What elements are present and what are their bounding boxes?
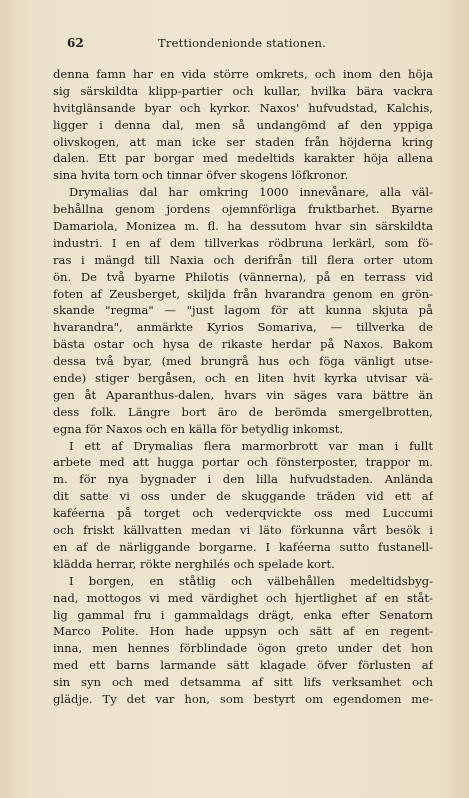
page-number: 62 — [67, 36, 84, 50]
text-line: klädda herrar, rökte nerghilés och spelade kort. — [53, 556, 335, 571]
text-line: denna famn har en vida större omkrets, och inom den höja — [53, 67, 433, 81]
text-line: hvitglänsande byar och kyrkor. Naxos' hufvudstad, Kalchis, — [53, 100, 433, 115]
running-head: Trettiondenionde stationen. — [158, 36, 326, 50]
text-line: skande "regma" — "just lagom för att kunna skjuta på — [53, 303, 433, 318]
text-line: m. för nya bygnader i den lilla hufvudstaden. Anlända — [53, 472, 433, 487]
text-line: Marco Polite. Hon hade uppsyn och sätt af en regent- — [53, 624, 433, 639]
page-header — [57, 36, 427, 54]
text-line: dessa två byar, (med brungrå hus och föga vänligt utse- — [53, 354, 433, 369]
text-line: med ett barns larmande sätt klagade öfver förlusten af — [53, 658, 433, 673]
text-line: gen åt Aparanthus-dalen, hvars vin säges vara bättre än — [53, 387, 433, 402]
text-line: dess folk. Längre bort äro de berömda smergelbrotten, — [53, 404, 433, 419]
text-line: olivskogen, att man icke ser staden från höjderna kring — [53, 134, 433, 149]
text-line: glädje. Ty det var hon, som bestyrt om egendomen me- — [53, 691, 433, 706]
text-line: behållna genom jordens ojemnförliga fruktbarhet. Byarne — [53, 202, 433, 217]
text-line: Drymalias dal har omkring 1000 innevånare, alla väl- — [69, 185, 433, 200]
text-line: hvarandra", anmärkte Kyrios Somariva, — tillverka de — [53, 320, 433, 335]
text-line: sina hvita torn och tinnar öfver skogens löfkronor. — [53, 168, 349, 183]
text-line: nad, mottogos vi med värdighet och hjertlighet af en ståt- — [53, 590, 433, 605]
text-line: bästa ostar och hysa de rikaste herdar på Naxos. Bakom — [53, 337, 433, 352]
text-line: en af de närliggande borgarne. I kaféerna sutto fustanell- — [53, 539, 433, 554]
text-line: sin syn och med detsamma af sitt lifs verksamhet och — [53, 675, 433, 690]
text-line: egna för Naxos och en källa för betydlig inkomst. — [53, 421, 344, 436]
text-line: ras i mängd till Naxia och derifrån till flera orter utom — [53, 252, 433, 267]
text-line: ön. De två byarne Philotis (vännerna), på en terrass vid — [53, 269, 433, 284]
text-line: ende) stiger bergåsen, och en liten hvit kyrka utvisar vä- — [53, 371, 433, 386]
text-line: dalen. Ett par borgar med medeltids karakter höja allena — [53, 151, 433, 166]
text-line: I borgen, en ståtlig och välbehållen medeltidsbyg- — [69, 573, 433, 588]
text-line: sig särskildta klipp-partier och kullar, hvilka bära vackra — [53, 83, 433, 98]
text-line: I ett af Drymalias flera marmorbrott var man i fullt — [69, 438, 433, 453]
text-line: inna, men hennes förblindade ögon greto under det hon — [53, 641, 433, 656]
text-line: kaféerna på torget och vederqvickte oss med Luccumi — [53, 506, 433, 521]
text-line: och friskt källvatten medan vi läto förkunna vårt besök i — [53, 523, 433, 538]
body-text — [53, 66, 433, 708]
text-line: industri. I en af dem tillverkas rödbruna lerkärl, som fö- — [53, 235, 433, 250]
text-line: lig gammal fru i gammaldags drägt, enka efter Senatorn — [53, 607, 433, 622]
text-line: dit satte vi oss under de skuggande träden vid ett af — [53, 489, 433, 504]
text-line: ligger i denna dal, men så undangömd af den yppiga — [53, 117, 433, 132]
text-line: Damariola, Monizea m. fl. ha dessutom hvar sin särskildta — [53, 219, 433, 234]
text-line: foten af Zeusberget, skiljda från hvarandra genom en grön- — [53, 286, 433, 301]
text-line: arbete med att hugga portar och fönsterposter, trappor m. — [53, 455, 433, 470]
